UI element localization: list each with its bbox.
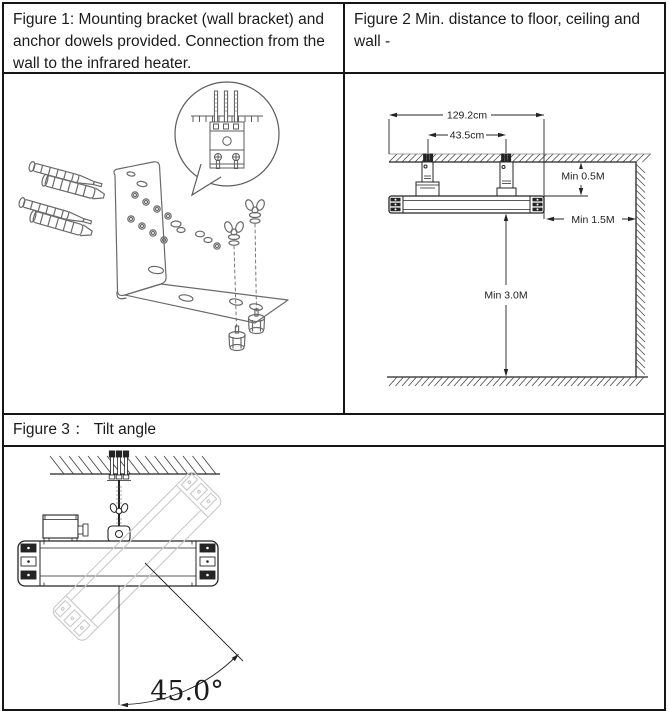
dim-floor-label: Min 3.0M: [484, 289, 528, 302]
anchor-screw-2: [18, 197, 92, 227]
figure1-diagram: [4, 74, 343, 413]
junction-box: [43, 515, 88, 541]
figure1-cell: [4, 74, 345, 413]
dim-width-label: 129.2cm: [446, 109, 488, 122]
ceiling-hatch: [50, 456, 216, 474]
callout-rods: [214, 91, 237, 122]
bolt-1: [229, 326, 245, 351]
figure2-diagram: [345, 74, 660, 413]
ceiling-rods: [107, 451, 131, 481]
wall-hatch: [636, 164, 645, 375]
figure1-caption: Figure 1: Mounting bracket (wall bracket) and anchor dowels provided. Connection from the wall to the infrared heater.: [4, 4, 345, 72]
diagram-row: [4, 74, 664, 415]
figure3-caption: Figure 3 ： Tilt angle: [4, 415, 664, 445]
wing-nut-2: [223, 221, 245, 246]
anchor-screw-1: [28, 161, 103, 190]
left-hanger: [416, 154, 439, 196]
figure2-caption: Figure 2 Min. distance to floor, ceiling and wall -: [345, 4, 664, 72]
heater-body: [18, 541, 218, 586]
tilt-angle-label: 45.0°: [150, 676, 224, 707]
heater-body: [389, 196, 544, 213]
anchor-dowel-1: [41, 174, 106, 202]
figure3-caption-row: [4, 415, 664, 447]
leader-line-1: [255, 224, 257, 314]
caption-row: [4, 4, 664, 74]
right-hanger: [497, 154, 516, 196]
hanging-bracket: [108, 526, 130, 542]
nuts-and-washers: [128, 192, 220, 249]
figure-table: [2, 2, 666, 711]
figure3-diagram: [4, 447, 660, 709]
figure3-cell: [4, 447, 664, 709]
leader-line-2: [234, 246, 237, 328]
anchor-dowel-2: [29, 210, 93, 239]
callout-bubble: [175, 82, 279, 195]
wing-nut-1: [244, 199, 266, 224]
hanging-rod: [109, 480, 129, 526]
figure2-cell: [345, 74, 664, 413]
callout-bracket: [210, 122, 244, 169]
dim-spacing-label: 43.5cm: [449, 129, 485, 142]
bolt-2: [249, 309, 265, 334]
dim-ceiling-label: Min 0.5M: [561, 170, 605, 183]
dim-wall-label: Min 1.5M: [571, 213, 615, 226]
floor-hatch: [389, 377, 644, 386]
